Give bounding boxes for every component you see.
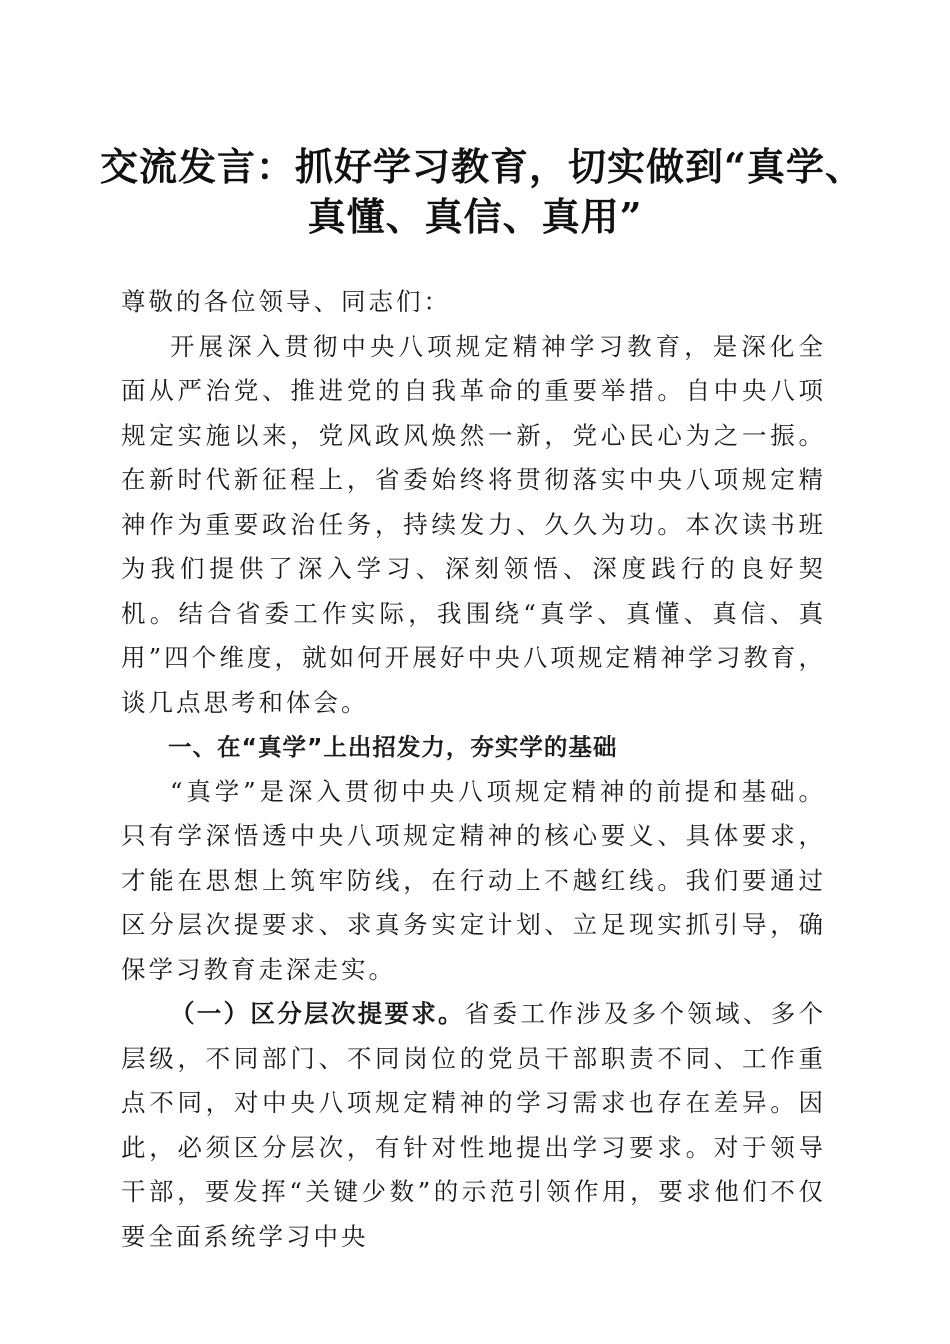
section-1-paragraph: “真学”是深入贯彻中央八项规定精神的前提和基础。只有学深悟透中央八项规定精神的核心要义、具体要求，才能在思想上筑牢防线，在行动上不越红线。我们要通过区分层次提要求、求真务实定计划、立足现实抓引导，确保学习教育走深走实。 xyxy=(121,776,826,984)
document-title-line-2: 真懂、真信、真用” xyxy=(307,194,643,239)
subsection-1-label: （一）区分层次提要求。 xyxy=(170,999,465,1028)
document-title-line-1: 交流发言：抓好学习教育，切实做到“真学、 xyxy=(100,144,864,189)
subsection-1-text: 省委工作涉及多个领域、多个层级，不同部门、不同岗位的党员干部职责不同、工作重点不同，对中央八项规定精神的学习需求也存在差异。因此，必须区分层次，有针对性地提出学习要求。对于领导干部，要发挥“关键少数”的示范引领作用，要求他们不仅要全面系统学习中央 xyxy=(121,999,827,1251)
section-1-heading: 一、在“真学”上出招发力，夯实学的基础 xyxy=(168,733,618,761)
document-body xyxy=(121,280,826,1259)
greeting: 尊敬的各位领导、同志们： xyxy=(121,287,451,316)
intro-paragraph: 开展深入贯彻中央八项规定精神学习教育，是深化全面从严治党、推进党的自我革命的重要举措。自中央八项规定实施以来，党风政风焕然一新，党心民心为之一振。在新时代新征程上，省委始终将贯彻落实中央八项规定精神作为重要政治任务，持续发力、久久为功。本次读书班为我们提供了深入学习、深刻领悟、深度践行的良好契机。结合省委工作实际，我围绕“真学、真懂、真信、真用”四个维度，就如何开展好中央八项规定精神学习教育，谈几点思考和体会。 xyxy=(121,331,826,717)
subsection-1-paragraph xyxy=(121,992,826,1259)
